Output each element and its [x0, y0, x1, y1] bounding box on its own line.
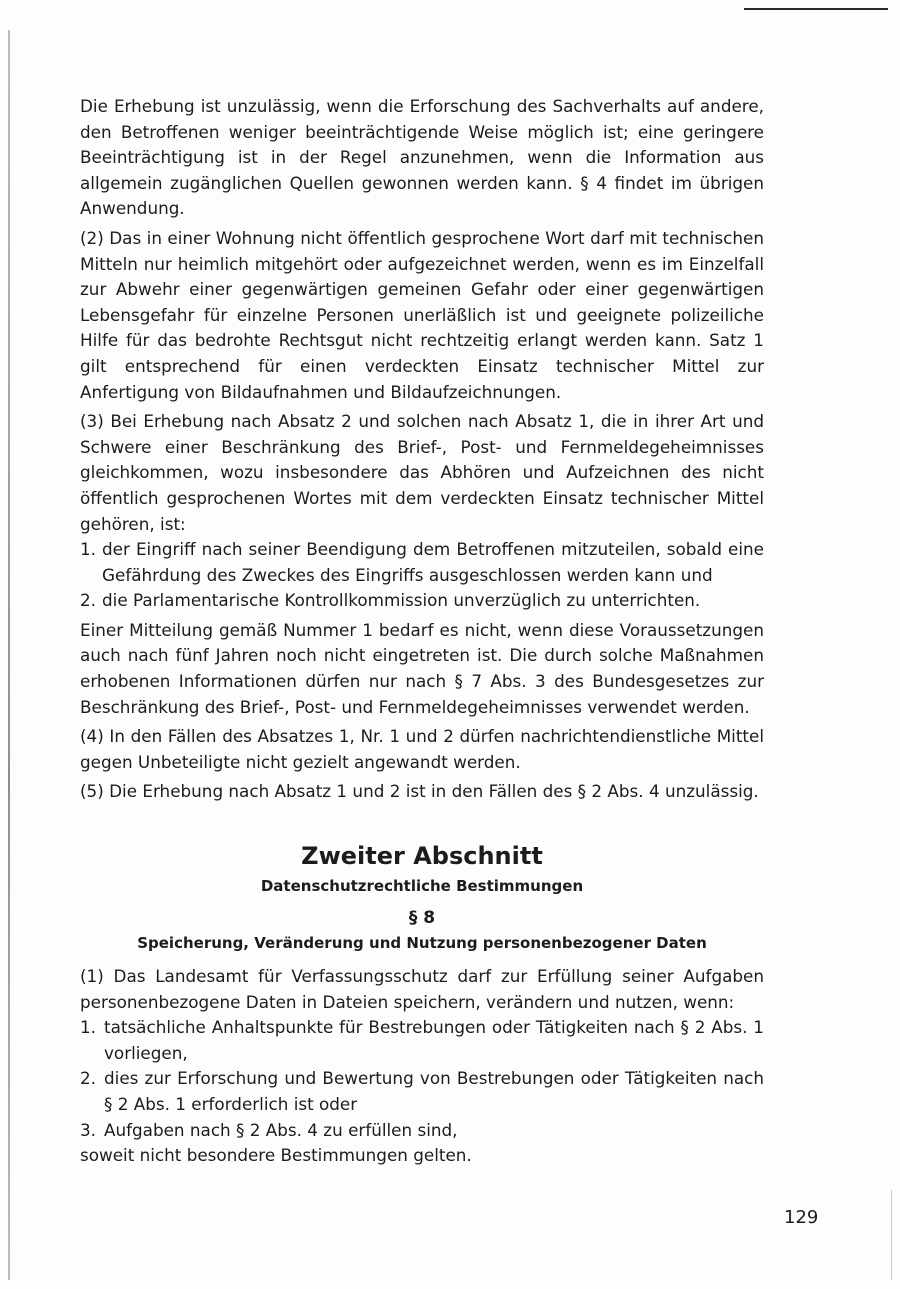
list-item-text: die Parlamentarische Kontrollkommission unverzüglich zu unterrichten.: [102, 590, 701, 611]
paragraph-3: (3) Bei Erhebung nach Absatz 2 und solchen nach Absatz 1, die in ihrer Art und Schwere einer Beschränkung des Brief-, Post- und Fernmeldegeheimnisses gleichkommen, wozu insbesondere das Abhören und Aufzeichnen des nicht öffentlich gesprochenen Wortes mit dem verdeckten Einsatz technischer Mittel gehören, ist:: [80, 411, 764, 534]
body-text-top: [80, 94, 764, 805]
page-number: 129: [784, 1207, 819, 1228]
paragraph-2: (2) Das in einer Wohnung nicht öffentlich gesprochene Wort darf mit technischen Mitteln nur heimlich mitgehört oder aufgezeichnet werden, wenn es im Einzelfall zur Abwehr einer gegenwärtigen gemeinen Gefahr oder einer gegenwärtigen Lebensgefahr für einzelne Personen unerläßlich ist und geeignete polizeiliche Hilfe für das bedrohte Rechtsgut nicht rechtzeitig erlangt werden kann. Satz 1 gilt entsprechend für einen verdeckten Einsatz technischer Mittel zur Anfertigung von Bildaufnahmen und Bildaufzeichnungen.: [80, 227, 764, 402]
section-subheading: Datenschutzrechtliche Bestimmungen: [260, 877, 584, 895]
list-item-text: tatsächliche Anhaltspunkte für Bestrebungen oder Tätigkeiten nach § 2 Abs. 1 vorliegen,: [104, 1017, 764, 1063]
paragraph: Die Erhebung ist unzulässig, wenn die Erforschung des Sachverhalts auf andere, den Betroffenen weniger beeinträchtigende Weise möglich ist; eine geringere Beeinträchtigung ist in der Regel anzunehmen, wenn die Information aus allgemein zugänglichen Quellen gewonnen werden kann. § 4 findet im übrigen Anwendung.: [80, 96, 764, 219]
list-item-text: Aufgaben nach § 2 Abs. 4 zu erfüllen sind,: [104, 1119, 458, 1140]
section-heading: Zweiter Abschnitt: [301, 842, 543, 870]
numbered-list-section8: [80, 1015, 764, 1143]
list-item-number: 1.: [80, 1017, 97, 1038]
paragraph-5: (5) Die Erhebung nach Absatz 1 und 2 ist in den Fällen des § 2 Abs. 4 unzulässig.: [80, 781, 759, 802]
list-item-text: der Eingriff nach seiner Beendigung dem Betroffenen mitzuteilen, sobald eine Gefährdung des Zweckes des Eingriffs ausgeschlossen werden kann und: [102, 539, 764, 585]
body-text-section8: [80, 964, 764, 1169]
paragraph-4: (4) In den Fällen des Absatzes 1, Nr. 1 und 2 dürfen nachrichtendienstliche Mittel gegen Unbeteiligte nicht gezielt angewandt werden.: [80, 726, 764, 772]
list-item: [80, 588, 764, 614]
section8-intro: (1) Das Landesamt für Verfassungsschutz darf zur Erfüllung seiner Aufgaben personenbezogene Daten in Dateien speichern, verändern und nutzen, wenn:: [80, 966, 764, 1012]
paragraph-number: § 8: [408, 908, 436, 928]
numbered-list: [80, 537, 764, 614]
page-edge-mark: [891, 1190, 892, 1280]
top-rule: [744, 8, 888, 10]
list-item-number: 3.: [80, 1119, 97, 1140]
list-item-number: 2.: [80, 1068, 97, 1089]
list-item-number: 2.: [80, 590, 97, 611]
binding-edge: [8, 30, 10, 1280]
list-item-number: 1.: [80, 539, 97, 560]
paragraph-mitteilung: Einer Mitteilung gemäß Nummer 1 bedarf es nicht, wenn diese Voraussetzungen auch nach fünf Jahren noch nicht eingetreten ist. Die durch solche Maßnahmen erhobenen Informationen dürfen nur nach § 7 Abs. 3 des Bundesgesetzes zur Beschränkung des Brief-, Post- und Fernmeldegeheimnisses verwendet werden.: [80, 619, 764, 717]
list-item: [80, 1118, 764, 1144]
paragraph-title: Speicherung, Veränderung und Nutzung personenbezogener Daten: [137, 934, 707, 952]
list-item: [80, 1066, 764, 1117]
list-item-text: dies zur Erforschung und Bewertung von Bestrebungen oder Tätigkeiten nach § 2 Abs. 1 erforderlich ist oder: [104, 1068, 764, 1114]
list-item: [80, 537, 764, 588]
section8-closing: soweit nicht besondere Bestimmungen gelten.: [80, 1145, 472, 1166]
list-item: [80, 1015, 764, 1066]
